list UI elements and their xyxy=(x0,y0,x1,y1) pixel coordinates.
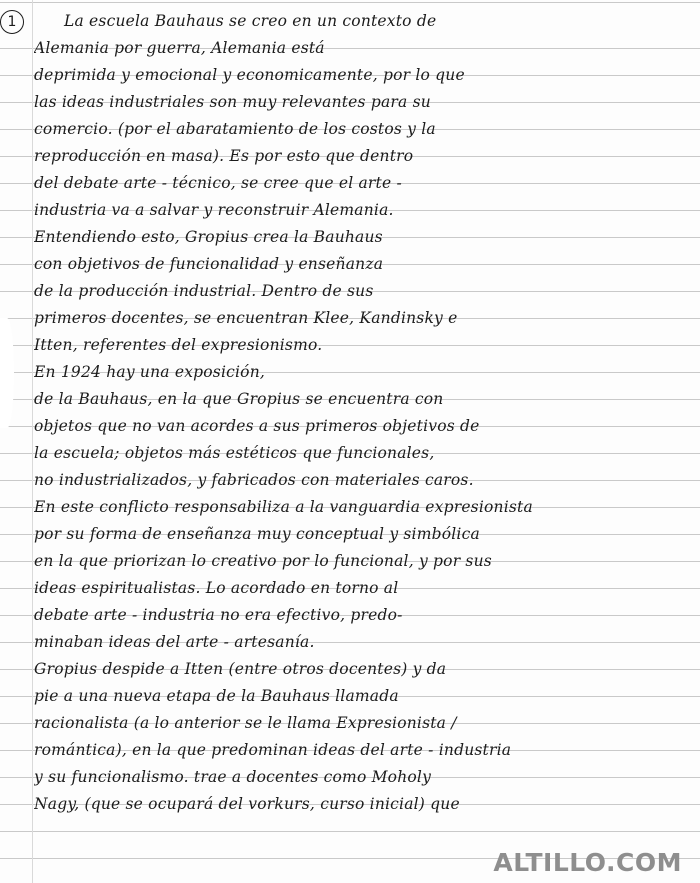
text-line: minaban ideas del arte - artesanía. xyxy=(34,633,315,651)
handwritten-text xyxy=(34,8,690,818)
text-line: romántica), en la que predominan ideas del arte - industria xyxy=(34,741,512,759)
text-line: industria va a salvar y reconstruir Alemania. xyxy=(34,201,394,219)
text-line: pie a una nueva etapa de la Bauhaus llamada xyxy=(34,687,399,705)
text-line: En 1924 hay una exposición, xyxy=(34,363,265,381)
text-line: primeros docentes, se encuentran Klee, Kandinsky e xyxy=(34,309,458,327)
text-line: de la producción industrial. Dentro de sus xyxy=(34,282,374,300)
text-line: debate arte - industria no era efectivo, predo- xyxy=(34,606,403,624)
text-line: Alemania por guerra, Alemania está xyxy=(34,39,325,57)
text-line: Nagy, (que se ocupará del vorkurs, curso inicial) que xyxy=(34,795,460,813)
text-line: La escuela Bauhaus se creo en un contexto de xyxy=(64,12,437,30)
text-line: en la que priorizan lo creativo por lo funcional, y por sus xyxy=(34,552,492,570)
text-line: del debate arte - técnico, se cree que el arte - xyxy=(34,174,402,192)
text-line: deprimida y emocional y economicamente, por lo que xyxy=(34,66,465,84)
text-line: reproducción en masa). Es por esto que dentro xyxy=(34,147,414,165)
margin-line xyxy=(32,0,33,883)
text-line: ideas espiritualistas. Lo acordado en torno al xyxy=(34,579,399,597)
site-watermark: ALTILLO.COM xyxy=(493,848,682,877)
text-line: de la Bauhaus, en la que Gropius se encuentra con xyxy=(34,390,444,408)
text-line: En este conflicto responsabiliza a la vanguardia expresionista xyxy=(34,498,533,516)
text-line: no industrializados, y fabricados con materiales caros. xyxy=(34,471,474,489)
text-line: la escuela; objetos más estéticos que funcionales, xyxy=(34,444,435,462)
item-number-badge: 1 xyxy=(0,10,24,34)
text-line: por su forma de enseñanza muy conceptual y simbólica xyxy=(34,525,480,543)
torn-paper-edge xyxy=(0,318,14,428)
text-line: y su funcionalismo. trae a docentes como Moholy xyxy=(34,768,432,786)
text-line: racionalista (a lo anterior se le llama Expresionista / xyxy=(34,714,457,732)
text-line: Gropius despide a Itten (entre otros docentes) y da xyxy=(34,660,447,678)
text-line: las ideas industriales son muy relevantes para su xyxy=(34,93,431,111)
text-line: Itten, referentes del expresionismo. xyxy=(34,336,323,354)
text-line: con objetivos de funcionalidad y enseñanza xyxy=(34,255,384,273)
text-line: Entendiendo esto, Gropius crea la Bauhaus xyxy=(34,228,383,246)
text-line: objetos que no van acordes a sus primeros objetivos de xyxy=(34,417,480,435)
text-line: comercio. (por el abaratamiento de los costos y la xyxy=(34,120,436,138)
